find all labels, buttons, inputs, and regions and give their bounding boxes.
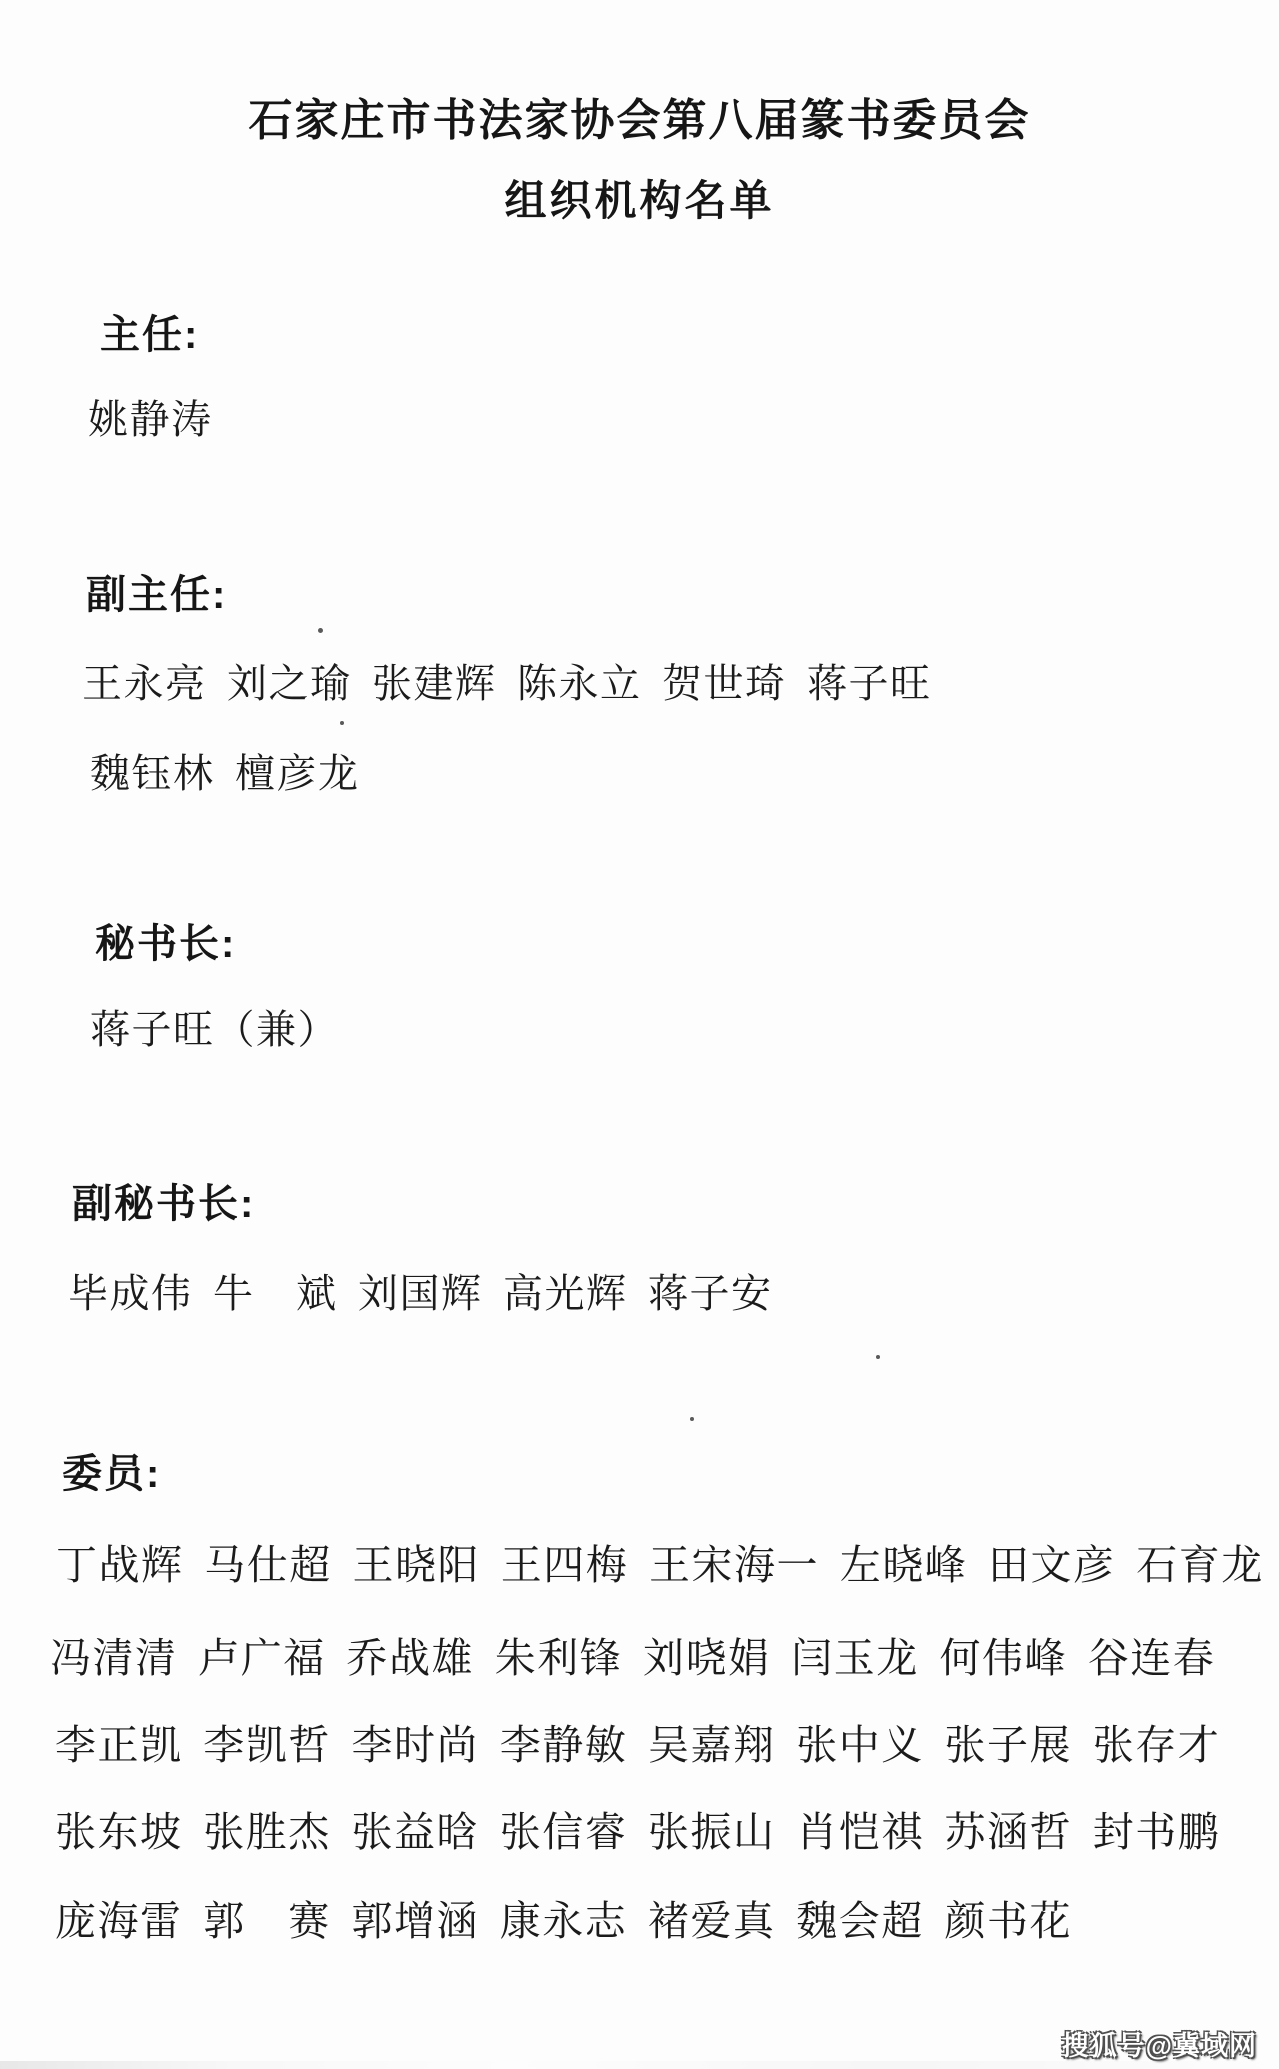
members-line-5: 庞海雷 郭 赛 郭增涵 康永志 褚爱真 魏会超 颜书花 (55, 1898, 1072, 1944)
sohu-watermark: 搜狐号@冀域网 (1061, 2031, 1257, 2061)
members-line-4: 张东坡 张胜杰 张益晗 张信睿 张振山 肖恺祺 苏涵哲 封书鹏 (55, 1809, 1221, 1855)
section-heading-members: 委员: (62, 1452, 162, 1496)
deputy-directors-line-2: 魏钰林 檀彦龙 (90, 751, 360, 796)
section-heading-deputy-secretaries: 副秘书长: (72, 1182, 256, 1226)
section-heading-director: 主任: (100, 313, 200, 357)
scan-speck (876, 1355, 880, 1359)
scan-speck (340, 721, 344, 725)
document-title-line2: 组织机构名单 (504, 177, 775, 224)
scan-speck (690, 1417, 694, 1421)
secretary-general-name-line: 蒋子旺（兼） (90, 1007, 339, 1052)
section-heading-deputy-directors: 副主任: (86, 573, 228, 617)
document-title-line1: 石家庄市书法家协会第八届篆书委员会 (248, 96, 1031, 145)
scan-speck (318, 628, 323, 633)
members-line-2: 冯清清 卢广福 乔战雄 朱利锋 刘哓娟 闫玉龙 何伟峰 谷连春 (50, 1635, 1216, 1681)
director-name-line: 姚静涛 (88, 397, 213, 442)
members-line-1: 丁战辉 马仕超 王晓阳 王四梅 王宋海一 左晓峰 田文彦 石育龙 (56, 1542, 1264, 1588)
section-heading-secretary-general: 秘书长: (95, 922, 237, 966)
deputy-secretaries-name-line: 毕成伟 牛 斌 刘国辉 高光辉 蒋子安 (68, 1271, 773, 1316)
deputy-directors-line-1: 王永亮 刘之瑜 张建辉 陈永立 贺世琦 蒋子旺 (82, 661, 932, 706)
members-line-3: 李正凯 李凯哲 李时尚 李静敏 吴嘉翔 张中义 张子展 张存才 (55, 1722, 1221, 1768)
